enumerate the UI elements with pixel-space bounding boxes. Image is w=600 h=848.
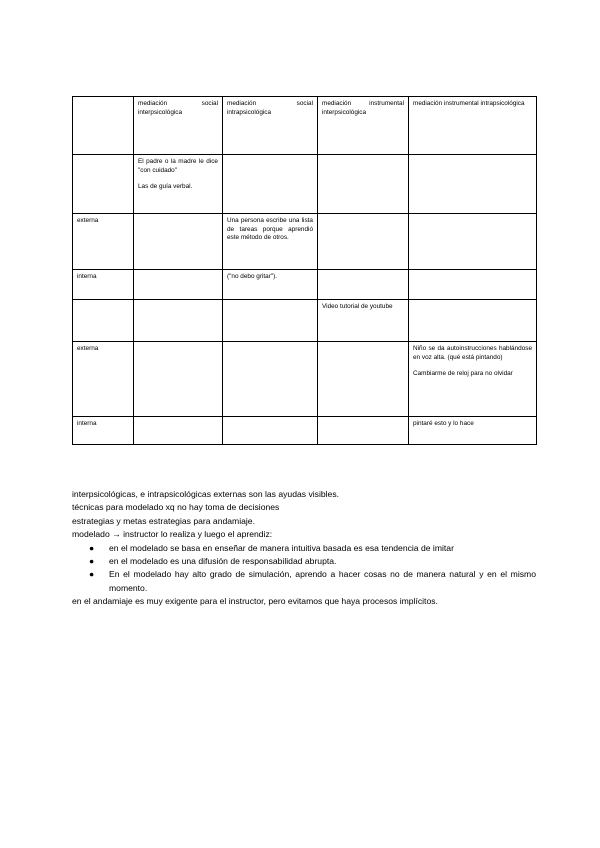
table-cell (223, 342, 318, 417)
mediation-table (72, 96, 537, 445)
table-cell (223, 300, 318, 342)
cell-text: Niño se da autoinstrucciones hablándose en voz alta. (qué está pintando) (413, 345, 532, 361)
table-cell (73, 214, 134, 270)
cell-text: pintaré esto y lo hace (413, 420, 474, 427)
table-cell (409, 270, 537, 300)
bullet-icon: ● (89, 542, 95, 553)
bullet-text: en el modelado es una difusión de responsabilidad abrupta. (109, 556, 337, 567)
table-cell (223, 417, 318, 445)
table-cell (318, 214, 409, 270)
table-cell (409, 97, 537, 155)
bullet-list (72, 542, 536, 596)
table-row (73, 214, 537, 270)
table-cell (73, 270, 134, 300)
table-cell (409, 214, 537, 270)
table-cell (409, 342, 537, 417)
cell-text: interna (77, 273, 97, 280)
cell-text: mediación social interpsicológica (138, 100, 218, 116)
table-row (73, 270, 537, 300)
bullet-icon: ● (89, 569, 95, 580)
table-cell (223, 270, 318, 300)
note-line: interpsicológicas, e intrapsicológicas externas son las ayudas visibles. (72, 489, 340, 499)
bullet-item (89, 542, 536, 555)
table-cell (73, 417, 134, 445)
table-cell (223, 155, 318, 214)
table-cell (73, 155, 134, 214)
table-cell (409, 155, 537, 214)
table-cell (134, 300, 223, 342)
cell-text: El padre o la madre le dice "con cuidado" (138, 158, 218, 174)
table-cell (318, 270, 409, 300)
bullet-item (89, 555, 536, 568)
cell-text: ("no debo gritar"). (227, 273, 278, 280)
table-cell (318, 155, 409, 214)
table-cell (134, 97, 223, 155)
cell-text: Cambiarme de reloj para no olvidar (413, 370, 513, 378)
table-cell (223, 214, 318, 270)
table-cell (73, 342, 134, 417)
cell-text: interna (77, 420, 97, 427)
cell-text: mediación social intrapsicológica (227, 100, 313, 116)
bullet-icon: ● (89, 556, 95, 567)
table-cell (318, 97, 409, 155)
bullet-text: en el modelado se basa en enseñar de manera intuitiva basada es esa tendencia de imitar (109, 542, 454, 553)
cell-text: Las de guía verbal. (138, 183, 193, 191)
table-cell (134, 270, 223, 300)
table-row (73, 417, 537, 445)
table-row (73, 97, 537, 155)
cell-text: Una persona escribe una lista de tareas porque aprendió este método de otros. (227, 217, 313, 242)
bullet-item (89, 568, 536, 595)
note-line: modelado → instructor lo realiza y luego el aprendiz: (72, 529, 273, 540)
table-cell (134, 342, 223, 417)
cell-text: mediación instrumental interpsicológica (322, 100, 404, 116)
table-cell (134, 214, 223, 270)
note-line: en el andamiaje es muy exigente para el instructor, pero evitamos que haya procesos implícitos. (72, 596, 438, 607)
cell-text: externa (77, 217, 99, 224)
table-cell (134, 417, 223, 445)
table-row (73, 342, 537, 417)
table-cell (73, 300, 134, 342)
table-cell (223, 97, 318, 155)
notes-section (72, 488, 536, 609)
cell-text: Video tutorial de youtube (322, 303, 393, 310)
note-line: técnicas para modelado xq no hay toma de decisiones (72, 502, 280, 513)
table-cell (318, 417, 409, 445)
table-cell (134, 155, 223, 214)
mediation-table-body (73, 97, 537, 445)
bullet-text: En el modelado hay alto grado de simulación, aprendo a hacer cosas no de manera natural y en el mismo momento. (109, 569, 536, 593)
table-cell (409, 417, 537, 445)
table-row (73, 155, 537, 214)
table-cell (318, 300, 409, 342)
table-cell (318, 342, 409, 417)
cell-text: externa (77, 345, 99, 352)
table-cell (73, 97, 134, 155)
note-line: estrategias y metas estrategias para andamiaje. (72, 515, 255, 526)
table-row (73, 300, 537, 342)
cell-text: mediación instrumental intrapsicológica (413, 100, 525, 107)
table-cell (409, 300, 537, 342)
